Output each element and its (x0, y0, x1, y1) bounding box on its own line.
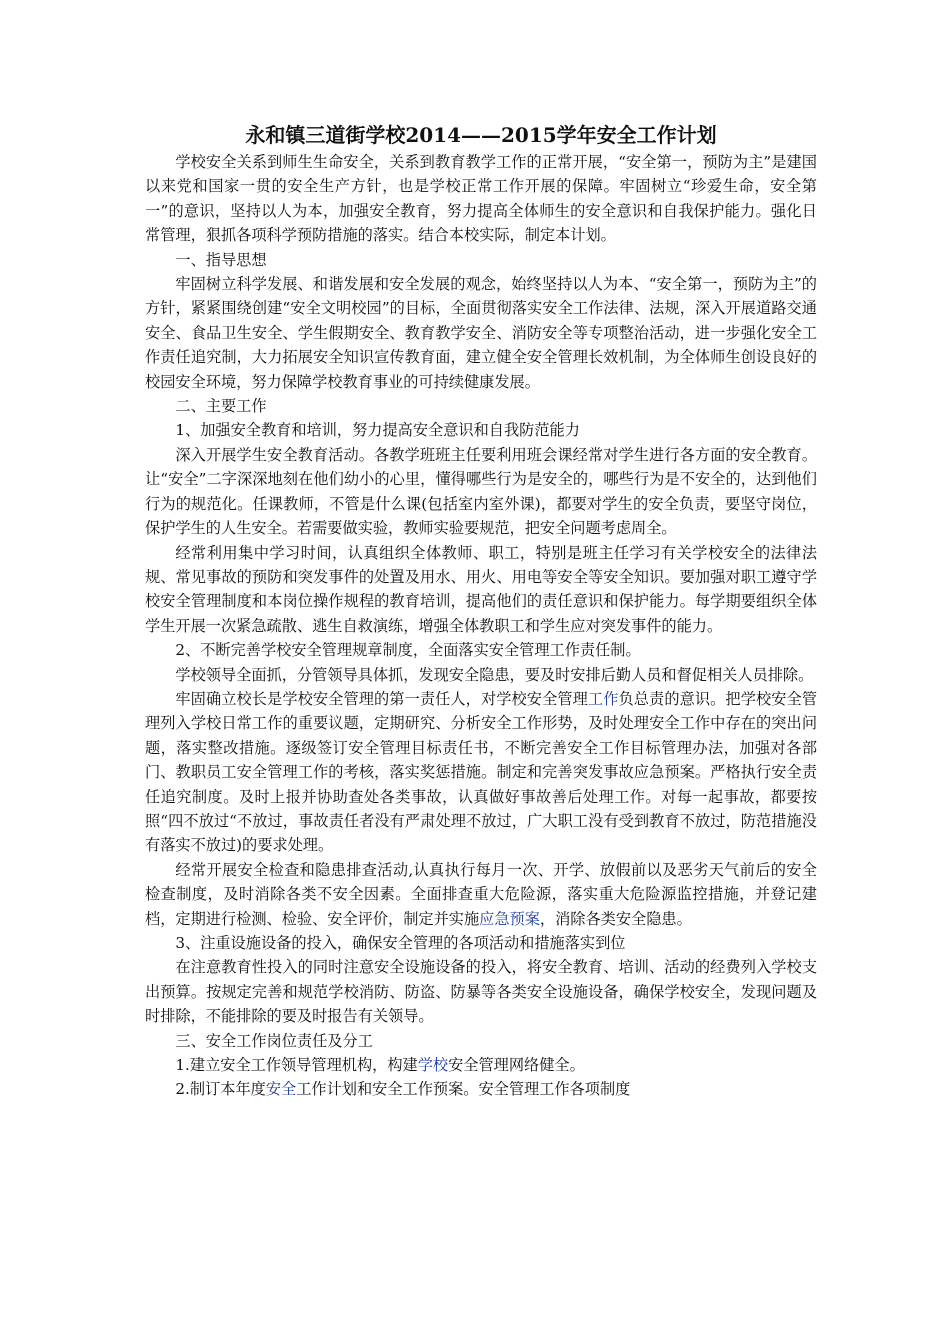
responsibility-item-1 (145, 1053, 817, 1077)
school-link[interactable]: 学校 (417, 1056, 449, 1075)
subheading-safety-education: 1、加强安全教育和培训，努力提高安全意识和自我防范能力 (175, 421, 580, 440)
intro-paragraph: 学校安全关系到师生生命安全，关系到教育教学工作的正常开展，“安全第一，预防为主”是建国以来党和国家一贯的安全生产方针，也是学校正常工作开展的保障。牢固树立“珍爱生命，安全第一”的意识，坚持以人为本，加强安全教育，努力提高全体师生的安全意识和自我保护能力。强化日常管理，狠抓各项科学预防措施的落实。结合本校实际，制定本计划。 (145, 153, 817, 245)
section-heading-responsibilities: 三、安全工作岗位责任及分工 (175, 1031, 373, 1050)
emergency-plan-link[interactable]: 应急预案 (479, 909, 540, 928)
paragraph-text: ，消除各类安全隐患。 (539, 909, 692, 928)
paragraph-text: 牢固确立校长是学校安全管理的第一责任人，对学校安全管理 (175, 689, 588, 708)
principal-responsibility-paragraph (145, 687, 817, 858)
document-page (145, 122, 817, 1102)
inspection-paragraph (145, 858, 817, 931)
work-link[interactable]: 工作 (587, 689, 619, 708)
facilities-paragraph: 在注意教育性投入的同时注意安全设施设备的投入，将安全教育、培训、活动的经费列入学校支出预算。按规定完善和规范学校消防、防盗、防暴等各类安全设施设备，确保学校安全，发现问题及时排除，不能排除的要及时报告有关领导。 (145, 958, 817, 1026)
leadership-paragraph: 学校领导全面抓，分管领导具体抓，发现安全隐患，要及时安排后勤人员和督促相关人员排除。 (175, 665, 814, 684)
paragraph-text: 2.制订本年度 (175, 1080, 266, 1099)
paragraph-text: 安全管理网络健全。 (448, 1056, 585, 1075)
responsibility-item-2 (145, 1077, 817, 1101)
staff-training-paragraph: 经常利用集中学习时间，认真组织全体教师、职工，特别是班主任学习有关学校安全的法律法规、常见事故的预防和突发事件的处置及用水、用火、用电等安全等安全知识。要加强对职工遵守学校安全管理制度和本岗位操作规程的教育培训，提高他们的责任意识和保护能力。每学期要组织全体学生开展一次紧急疏散、逃生自救演练，增强全体教职工和学生应对突发事件的能力。 (145, 543, 817, 635)
document-title: 永和镇三道街学校2014——2015学年安全工作计划 (245, 123, 717, 147)
guiding-ideology-paragraph: 牢固树立科学发展、和谐发展和安全发展的观念，始终坚持以人为本、“安全第一，预防为主”的方针，紧紧围绕创建“安全文明校园”的目标，全面贯彻落实安全工作法律、法规，深入开展道路交通安全、食品卫生安全、学生假期安全、教育教学安全、消防安全等专项整治活动，进一步强化安全工作责任追究制，大力拓展安全知识宣传教育面，建立健全安全管理长效机制，为全体师生创设良好的校园安全环境，努力保障学校教育事业的可持续健康发展。 (145, 275, 817, 391)
student-education-paragraph: 深入开展学生安全教育活动。各教学班班主任要利用班会课经常对学生进行各方面的安全教育。让“安全”二字深深地刻在他们幼小的心里，懂得哪些行为是安全的，哪些行为是不安全的，达到他们行为的规范化。任课教师，不管是什么课(包括室内室外课)，都要对学生的安全负责，要坚守岗位，保护学生的人生安全。若需要做实验，教师实验要规范，把安全问题考虑周全。 (145, 445, 817, 538)
section-heading-guiding-ideology: 一、指导思想 (175, 250, 267, 269)
paragraph-text: 负总责的意识。把学校安全管理列入学校日常工作的重要议题，定期研究、分析安全工作形势，及时处理安全工作中存在的突出问题，落实整改措施。逐级签订安全管理目标责任书，不断完善安全工作目标管理办法，加强对各部门、教职员工安全管理工作的考核，落实奖惩措施。制定和完善突发事故应急预案。严格执行安全责任追究制度。及时上报并协助查处各类事故，认真做好事故善后处理工作。对每一起事故，都要按照“四不放过“不放过，事故责任者没有严肃处理不放过，广大职工没有受到教育不放过，防范措施没有落实不放过)的要求处理。 (145, 689, 818, 855)
subheading-rules-responsibility: 2、不断完善学校安全管理规章制度，全面落实安全管理工作责任制。 (175, 641, 641, 660)
safety-link[interactable]: 安全 (265, 1080, 297, 1099)
paragraph-text: 经常开展安全检查和隐患排查活动,认真执行每月一次、开学、放假前以及恶劣天气前后的安全检查制度，及时消除各类不安全因素。全面排查重大危险源，落实重大危险源监控措施，并登记建档，定期进行检测、检验、安全评价，制定并实施 (145, 860, 817, 928)
paragraph-text: 工作计划和安全工作预案。安全管理工作各项制度 (296, 1080, 631, 1099)
paragraph-text: 1.建立安全工作领导管理机构，构建 (175, 1056, 418, 1075)
subheading-facilities: 3、注重设施设备的投入，确保安全管理的各项活动和措施落实到位 (175, 934, 626, 952)
section-heading-main-work: 二、主要工作 (175, 397, 267, 416)
